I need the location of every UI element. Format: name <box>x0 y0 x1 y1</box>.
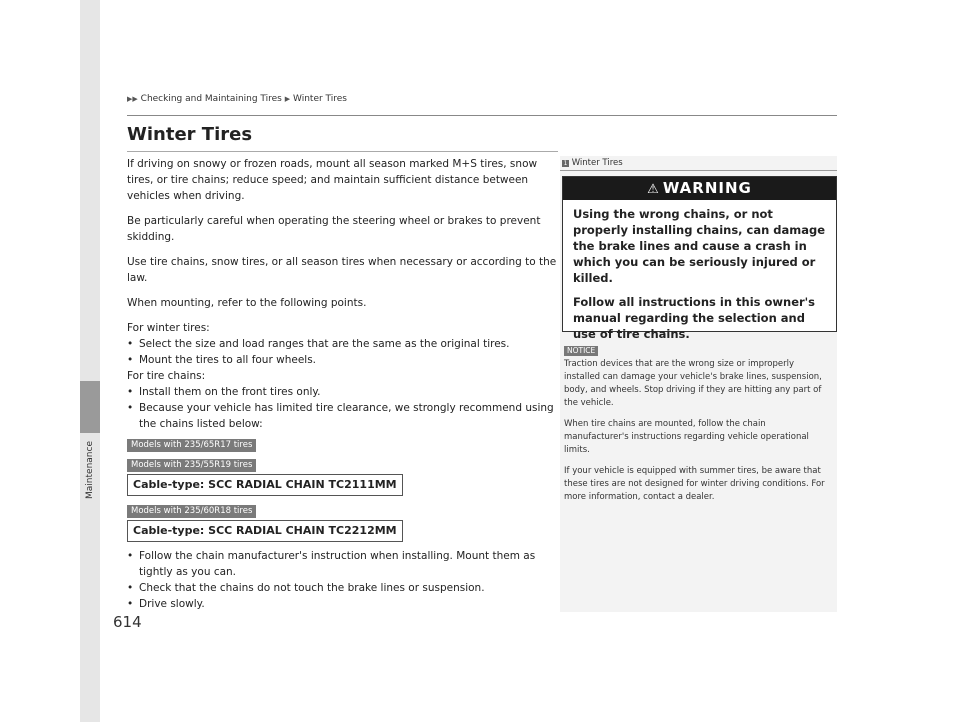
mounting-paragraph: When mounting, refer to the following points. <box>127 297 367 309</box>
list-item: • Because your vehicle has limited tire clearance, we strongly recommend using the chains listed below: <box>127 402 554 430</box>
notice-text: When tire chains are mounted, follow the chain manufacturer's instructions regarding vehicle operational limits. <box>564 419 809 455</box>
cable-type-box: Cable-type: SCC RADIAL CHAIN TC2111MM <box>127 474 403 496</box>
warning-header <box>563 177 836 200</box>
bullet-icon: • <box>127 550 134 562</box>
main-content <box>127 156 562 612</box>
bullet-icon: • <box>127 402 134 414</box>
page-title: Winter Tires <box>127 124 253 145</box>
breadcrumb <box>127 94 347 104</box>
title-divider <box>127 151 558 152</box>
side-notes-divider <box>560 170 837 171</box>
bullet-icon: • <box>127 338 134 350</box>
list-item: • Install them on the front tires only. <box>127 386 321 398</box>
breadcrumb-section[interactable]: Checking and Maintaining Tires <box>140 94 282 104</box>
side-notes-panel <box>560 156 837 612</box>
bullet-icon: • <box>127 598 134 610</box>
bullet-icon: • <box>127 582 134 594</box>
list-item: • Follow the chain manufacturer's instruction when installing. Mount them as tightly as you can. <box>127 550 536 578</box>
arrow-icon: ▶ <box>127 95 133 103</box>
side-notes-header <box>560 156 839 168</box>
warning-body <box>563 200 836 342</box>
model-badge: Models with 235/55R19 tires <box>127 459 256 472</box>
list-item: • Mount the tires to all four wheels. <box>127 354 317 366</box>
cable-type-box: Cable-type: SCC RADIAL CHAIN TC2212MM <box>127 520 403 542</box>
page-number: 614 <box>113 613 142 631</box>
side-notes-title: Winter Tires <box>571 158 623 168</box>
notice-tag: NOTICE <box>564 346 598 356</box>
notice-text: Traction devices that are the wrong size or improperly installed can damage your vehicle's brake lines, suspension, body, and wheels. Stop driving if they are hitting any part of the vehicle. <box>564 359 822 408</box>
warning-box <box>562 176 837 341</box>
notice-section <box>564 345 832 512</box>
reference-number-icon: 1 <box>563 160 568 167</box>
sidebar <box>80 0 100 722</box>
list-item: • Drive slowly. <box>127 598 205 610</box>
intro-paragraph: If driving on snowy or frozen roads, mount all season marked M+S tires, snow tires, or tire chains; reduce speed; and maintain sufficient distance between vehicles when driving. <box>127 158 538 202</box>
bullet-icon: • <box>127 354 134 366</box>
sidebar-tab <box>80 381 100 433</box>
warning-title: WARNING <box>662 179 752 197</box>
bullet-icon: • <box>127 386 134 398</box>
model-badge: Models with 235/60R18 tires <box>127 505 256 518</box>
list-item: • Check that the chains do not touch the brake lines or suspension. <box>127 582 485 594</box>
arrow-icon: ▶ <box>284 95 291 103</box>
warning-icon: ⚠ <box>647 182 660 197</box>
arrow-icon: ▶ <box>132 95 138 103</box>
notice-text: If your vehicle is equipped with summer tires, be aware that these tires are not designed for winter driving conditions. For more information, contact a dealer. <box>564 466 825 502</box>
warning-text: Using the wrong chains, or not properly installing chains, can damage the brake lines and cause a crash in which you can be seriously injured or killed. <box>573 207 826 285</box>
breadcrumb-page[interactable]: Winter Tires <box>293 94 347 104</box>
list-item: • Select the size and load ranges that are the same as the original tires. <box>127 338 510 350</box>
careful-paragraph: Be particularly careful when operating the steering wheel or brakes to prevent skidding. <box>127 215 541 243</box>
sidebar-label: Maintenance <box>85 441 95 499</box>
tire-chains-heading: For tire chains: <box>127 370 206 382</box>
use-chains-paragraph: Use tire chains, snow tires, or all season tires when necessary or according to the law. <box>127 256 557 284</box>
header-divider <box>127 115 837 116</box>
winter-tires-heading: For winter tires: <box>127 322 210 334</box>
model-badge: Models with 235/65R17 tires <box>127 439 256 452</box>
warning-text: Follow all instructions in this owner's manual regarding the selection and use of tire chains. <box>573 295 816 341</box>
